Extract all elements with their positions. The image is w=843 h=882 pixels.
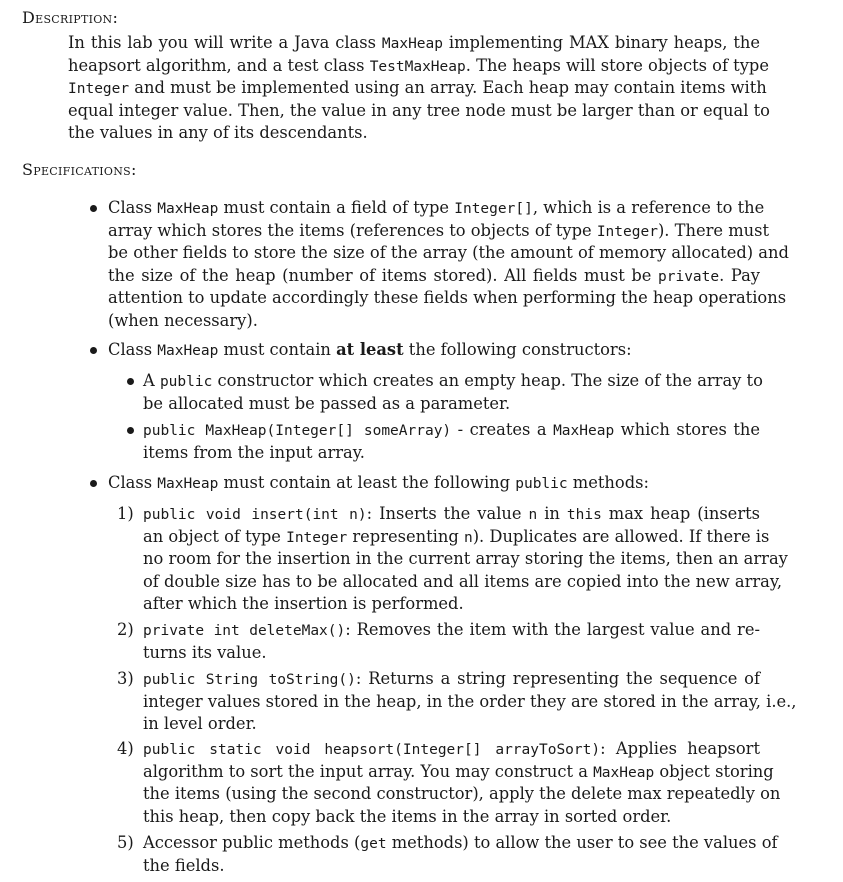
text-run: . The heaps will store objects of type: [465, 55, 769, 75]
method-number: 5): [117, 833, 134, 852]
text-line: [108, 339, 632, 362]
bullet-marker: [90, 205, 97, 212]
text-line: [68, 122, 368, 144]
code-token: public String toString(): [143, 672, 356, 688]
text-run: Class: [108, 340, 158, 359]
code-token: Integer: [596, 223, 658, 240]
text-run: algorithm to sort the input array. You may construct a: [143, 761, 594, 781]
text-run: be other fields to store the size of the array (the amount of memory allocated) and: [108, 243, 789, 263]
text-run: methods:: [567, 473, 649, 492]
text-run: the fields.: [143, 855, 225, 875]
text-run: : Inserts the value: [366, 504, 529, 523]
method-number: 3): [117, 669, 134, 688]
bold-text: at least: [336, 340, 404, 359]
code-token: Integer: [68, 81, 130, 98]
bullet-marker: [90, 347, 97, 354]
text-run: the following constructors:: [403, 340, 632, 359]
text-line: [143, 526, 770, 549]
text-line: [143, 419, 760, 442]
text-line: [143, 503, 760, 526]
code-token: n: [463, 529, 473, 546]
code-token: public static void heapsort(Integer[] arrayToSort): [143, 742, 601, 758]
text-run: - creates a: [451, 420, 554, 439]
text-run: methods) to allow the user to see the values of: [386, 833, 778, 852]
text-run: integer values stored in the heap, in the order they are stored in the array, i.e.,: [143, 691, 797, 711]
text-run: after which the insertion is performed.: [143, 594, 464, 614]
text-run: the size of the heap (number of items stored). All fields must be: [108, 265, 658, 285]
text-run: attention to update accordingly these fields when performing the heap operations: [108, 288, 787, 308]
text-run: Class: [108, 473, 158, 492]
text-line: [143, 855, 225, 877]
text-run: heapsort algorithm, and a test class: [68, 55, 370, 75]
text-line: [143, 691, 797, 713]
text-line: [143, 370, 763, 393]
text-run: ). There must: [657, 220, 770, 240]
text-line: [143, 713, 257, 735]
text-line: [68, 55, 769, 78]
text-run: (when necessary).: [108, 311, 258, 330]
text-run: : Applies heapsort: [600, 739, 760, 758]
text-run: representing: [347, 526, 464, 546]
code-token: public: [159, 374, 213, 390]
code-token: this: [566, 507, 602, 523]
text-run: ). Duplicates are allowed. If there is: [472, 526, 770, 546]
code-token: MaxHeap: [157, 343, 219, 359]
text-run: array which stores the items (references to objects of type: [108, 220, 597, 240]
method-number: 4): [117, 739, 134, 758]
code-token: MaxHeap: [593, 764, 655, 781]
specifications-heading: Specifications:: [22, 160, 137, 179]
method-number: 2): [117, 620, 134, 639]
text-line: [143, 806, 671, 828]
text-run: must contain: [218, 340, 337, 359]
text-run: A: [143, 371, 160, 390]
text-line: [68, 32, 760, 55]
text-line: [108, 265, 760, 288]
code-token: MaxHeap: [157, 476, 219, 492]
text-line: [143, 619, 760, 642]
text-line: [108, 197, 765, 220]
code-token: get: [360, 836, 387, 852]
text-line: [143, 393, 510, 415]
text-run: no room for the insertion in the current array storing the items, then an array: [143, 549, 788, 569]
text-run: , which is a reference to the: [532, 198, 765, 217]
text-run: this heap, then copy back the items in the array in sorted order.: [143, 806, 672, 826]
text-run: Accessor public methods (: [143, 833, 361, 852]
text-line: [143, 783, 781, 805]
text-line: [143, 738, 760, 761]
code-token: public void insert(int n): [143, 507, 367, 523]
code-token: Integer[]: [454, 201, 533, 217]
text-run: in: [537, 504, 567, 523]
text-run: : Removes the item with the largest value and re-: [345, 620, 760, 639]
code-token: MaxHeap: [381, 36, 443, 52]
text-line: [108, 310, 258, 332]
text-run: in level order.: [143, 714, 257, 734]
text-line: [143, 442, 365, 464]
code-token: public MaxHeap(Integer[] someArray): [143, 423, 452, 439]
description-heading: Description:: [22, 8, 119, 27]
code-token: public: [515, 476, 568, 492]
text-run: the values in any of its descendants.: [68, 123, 368, 143]
text-line: [108, 242, 789, 264]
text-line: [143, 668, 760, 691]
text-run: be allocated must be passed as a parameter.: [143, 393, 511, 413]
text-run: object storing: [654, 761, 774, 781]
text-run: must contain at least the following: [218, 473, 516, 492]
text-line: [143, 548, 788, 570]
text-line: [143, 593, 464, 615]
text-run: implementing MAX binary heaps, the: [442, 33, 760, 52]
text-run: . Pay: [719, 265, 760, 285]
code-token: Integer: [286, 529, 348, 546]
text-line: [143, 571, 783, 593]
text-run: In this lab you will write a Java class: [68, 33, 382, 52]
text-run: Class: [108, 198, 158, 217]
text-line: [108, 287, 787, 309]
text-run: equal integer value. Then, the value in any tree node must be larger than or equal to: [68, 100, 770, 120]
text-line: [143, 832, 778, 855]
code-token: private int deleteMax(): [143, 623, 346, 639]
text-run: max heap (inserts: [601, 504, 761, 523]
text-line: [68, 100, 770, 122]
text-run: which stores the: [614, 420, 761, 439]
code-token: MaxHeap: [553, 423, 615, 439]
code-token: TestMaxHeap: [369, 58, 466, 75]
code-token: private: [658, 268, 720, 285]
text-run: : Returns a string representing the sequence of: [355, 669, 761, 688]
text-run: of double size has to be allocated and all items are copied into the new array,: [143, 571, 783, 591]
text-run: an object of type: [143, 526, 287, 546]
sub-bullet-marker: [127, 427, 134, 434]
text-run: constructor which creates an empty heap. The size of the array to: [212, 371, 763, 390]
text-line: [143, 761, 774, 784]
text-line: [108, 472, 649, 495]
text-run: must contain a field of type: [218, 198, 455, 217]
text-run: the items (using the second constructor), apply the delete max repeatedly on: [143, 784, 781, 804]
text-run: turns its value.: [143, 642, 267, 662]
text-run: and must be implemented using an array. Each heap may contain items with: [129, 78, 767, 98]
text-line: [68, 77, 767, 100]
sub-bullet-marker: [127, 378, 134, 385]
text-line: [108, 220, 770, 243]
text-line: [143, 642, 267, 664]
code-token: n: [528, 507, 538, 523]
method-number: 1): [117, 504, 134, 523]
text-run: items from the input array.: [143, 442, 365, 462]
code-token: MaxHeap: [157, 201, 219, 217]
bullet-marker: [90, 480, 97, 487]
